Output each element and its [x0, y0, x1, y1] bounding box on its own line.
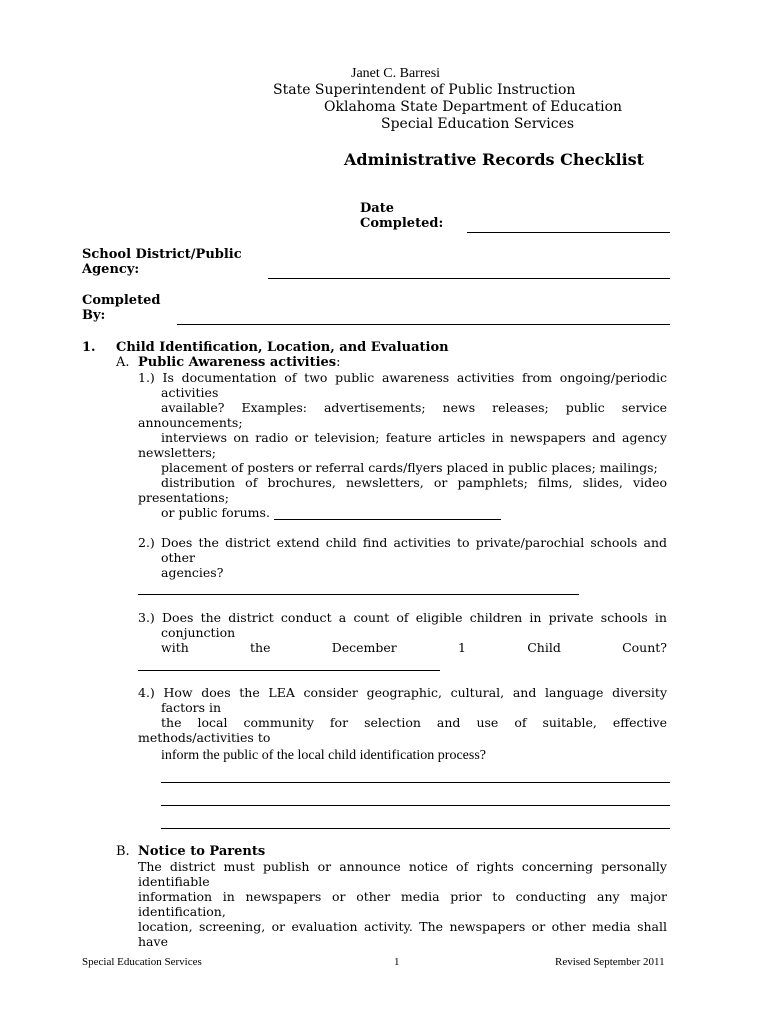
subsection-a-title-text: Public Awareness activities — [138, 355, 337, 370]
b-line-1: The district must publish or announce notice of rights concerning personally — [138, 859, 667, 874]
district-label-2: Agency: — [82, 262, 140, 277]
division-name: Special Education Services — [381, 116, 575, 132]
subsection-a-title — [138, 355, 341, 370]
q4-line-5: inform the public of the local child identification process? — [161, 748, 487, 763]
q1-line-9: presentations; — [138, 490, 229, 505]
subsection-b-title: Notice to Parents — [138, 844, 266, 859]
b-line-2: identifiable — [138, 874, 210, 889]
q2-line-1: 2.) Does the district extend child find activities to private/parochial schools and — [138, 535, 667, 550]
q1-line-2: activities — [161, 385, 219, 400]
section-title: Child Identification, Location, and Evaluation — [116, 340, 449, 355]
q3-word: Child — [527, 640, 561, 655]
q3-answer-field[interactable] — [138, 670, 440, 671]
footer-left: Special Education Services — [82, 956, 202, 968]
b-line-6: have — [138, 934, 168, 949]
q3-line-3 — [161, 640, 667, 655]
q1-line-10: or public forums. — [161, 505, 270, 520]
q1-line-1: 1.) Is documentation of two public awareness activities from ongoing/periodic — [138, 370, 667, 385]
q1-line-5: interviews on radio or television; feature articles in newspapers and agency — [161, 430, 667, 445]
q1-line-6: newsletters; — [138, 445, 217, 460]
subsection-a-colon: : — [336, 355, 341, 370]
q4-line-2: factors in — [161, 700, 222, 715]
q3-word: with — [161, 640, 189, 655]
date-label-2: Completed: — [360, 216, 444, 231]
b-line-3: information in newspapers or other media prior to conducting any major — [138, 889, 667, 904]
section-number: 1. — [82, 340, 96, 355]
q1-line-3: available? Examples: advertisements; news releases; public service — [161, 400, 667, 415]
page-number: 1 — [394, 956, 400, 968]
author-title: State Superintendent of Public Instruction — [273, 82, 576, 98]
subsection-b-letter: B. — [116, 844, 130, 859]
q1-line-8: distribution of brochures, newsletters, or pamphlets; films, slides, video — [161, 475, 667, 490]
q4-line-4: methods/activities to — [138, 730, 271, 745]
completed-by-field[interactable] — [177, 324, 670, 325]
q3-word: the — [250, 640, 271, 655]
b-line-4: identification, — [138, 904, 226, 919]
q2-line-2: other — [161, 550, 195, 565]
date-label: Date — [360, 201, 394, 216]
footer-right: Revised September 2011 — [555, 956, 665, 968]
q4-line-3: the local community for selection and use of suitable, effective — [161, 715, 667, 730]
district-field[interactable] — [268, 278, 670, 279]
q4-answer-field-1[interactable] — [161, 782, 670, 783]
completed-by-label: Completed — [82, 293, 161, 308]
q3-line-1: 3.) Does the district conduct a count of eligible children in private schools in — [138, 610, 667, 625]
q1-line-7: placement of posters or referral cards/flyers placed in public places; mailings; — [161, 460, 658, 475]
completed-by-label-2: By: — [82, 308, 106, 323]
subsection-a-letter: A. — [116, 355, 130, 370]
q2-answer-field[interactable] — [138, 594, 579, 595]
date-completed-field[interactable] — [467, 232, 670, 233]
q3-word: December — [331, 640, 397, 655]
q3-word: Count? — [622, 640, 667, 655]
department-name: Oklahoma State Department of Education — [324, 99, 623, 115]
document-title: Administrative Records Checklist — [344, 150, 645, 169]
b-line-5: location, screening, or evaluation activity. The newspapers or other media shall — [138, 919, 667, 934]
author-name: Janet C. Barresi — [351, 66, 441, 81]
q3-line-2: conjunction — [161, 625, 236, 640]
q1-line-4: announcements; — [138, 415, 243, 430]
district-label: School District/Public — [82, 247, 242, 262]
q4-answer-field-2[interactable] — [161, 805, 670, 806]
q3-word: 1 — [458, 640, 466, 655]
q4-answer-field-3[interactable] — [161, 828, 670, 829]
q2-line-3: agencies? — [161, 565, 224, 580]
q4-line-1: 4.) How does the LEA consider geographic, cultural, and language diversity — [138, 685, 667, 700]
q1-answer-field[interactable] — [274, 519, 501, 520]
